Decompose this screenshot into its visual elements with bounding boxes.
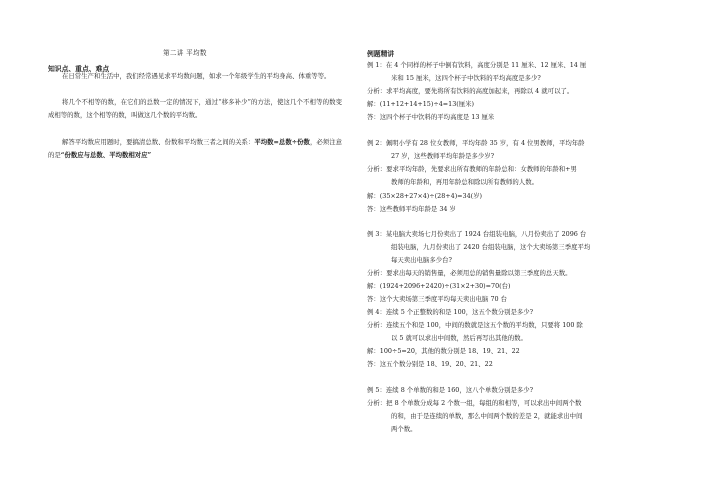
intro-paragraph-2: 将几个不相等的数，在它们的总数一定的情况下，通过“移多补少”的方法，使这几个不相等的数变成相等的数，这个相等的数，叫做这几个数的平均数。 <box>48 98 342 119</box>
ex5-analysis-line3: 两个数。 <box>391 425 417 433</box>
ex2-answer: 答：这些教师平均年龄是 34 岁 <box>367 205 456 213</box>
ex5-question: 例 5：连续 8 个单数的和是 160，这八个单数分别是多少? <box>367 386 534 394</box>
ex5-analysis-line1: 分析：把 8 个单数分成每 2 个数一组，每组的和相等，可以求出中间两个数 <box>367 399 582 407</box>
intro-paragraph-3 <box>48 136 342 161</box>
ex2-analysis-line1: 分析：要求平均年龄，先要求出所有教师的年龄总和：女教师的年龄和+男 <box>367 165 577 173</box>
ex5-analysis-line2: 的和，由于是连续的单数，那么中间两个数的差是 2，就能求出中间 <box>391 412 583 420</box>
ex2-solution: 解：(35×28+27×4)÷(28+4)=34(岁) <box>367 192 483 200</box>
ex1-answer: 答：这四个杯子中饮料的平均高度是 13 厘米 <box>367 113 495 121</box>
examples-heading: 例题精讲 <box>367 50 395 58</box>
key-note: “份数应与总数、平均数相对应” <box>60 150 152 159</box>
ex4-solution: 解：100÷5=20，其他的数分别是 18、19、21、22 <box>367 347 520 355</box>
ex3-question-line1: 例 3：某电脑大卖场七月份卖出了 1924 台组装电脑，八月份卖出了 2096 台 <box>367 230 587 238</box>
lesson-title: 第二讲 平均数 <box>163 49 207 57</box>
ex4-analysis-line2: 以 5 就可以求出中间数，然后再写出其他的数。 <box>391 334 527 342</box>
para3-mid: ，必须注意的是 <box>48 138 343 159</box>
ex3-answer: 答：这个大卖场第三季度平均每天卖出电脑 70 台 <box>367 295 508 303</box>
ex3-question-line3: 每天卖出电脑多少台? <box>391 256 452 264</box>
formula-text: 平均数=总数÷份数 <box>254 138 310 146</box>
ex1-question-line1: 例 1：在 4 个同样的杯子中倒有饮料，高度分别是 11 厘米、12 厘米、14 厘 <box>367 61 587 69</box>
intro-paragraph-1: 在日常生产和生活中，我们经常遇见求平均数问题，如求一个年级学生的平均身高、体重等等。 <box>62 72 331 80</box>
ex3-question-line2: 组装电脑，九月份卖出了 2420 台组装电脑，这个大卖场第三季度平均 <box>391 243 591 251</box>
knowledge-heading: 知识点、重点、难点 <box>48 65 110 73</box>
ex1-question-line2: 米和 15 厘米，这四个杯子中饮料的平均高度是多少? <box>391 74 541 82</box>
ex2-question-line2: 27 岁，这些教师平均年龄是多少岁? <box>391 152 495 160</box>
ex1-solution: 解：(11+12+14+15)÷4=13(厘米) <box>367 100 475 108</box>
ex4-analysis-line1: 分析：连续五个和是 100，中间的数就是这五个数的平均数，只要将 100 除 <box>367 321 583 329</box>
ex4-question: 例 4：连续 5 个正整数的和是 100，这五个数分别是多少? <box>367 308 534 316</box>
ex2-analysis-line2: 教师的年龄和，再用年龄总和除以所有教师的人数。 <box>391 178 538 186</box>
ex1-analysis: 分析：求平均高度，要先将所有饮料的高度加起来，再除以 4 就可以了。 <box>367 87 574 95</box>
ex3-analysis: 分析：要求出每天的销售量，必须用总的销售量除以第三季度的总天数。 <box>367 269 572 277</box>
ex4-answer: 答：这五个数分别是 18、19、20、21、22 <box>367 360 493 368</box>
para3-start: 解答平均数应用题时，要搞清总数、份数和平均数三者之间的关系： <box>62 138 255 146</box>
ex3-solution: 解：(1924+2096+2420)÷(31×2+30)=70(台) <box>367 282 511 290</box>
ex2-question-line1: 例 2：佩明小学有 28 位女教师，平均年龄 35 岁，有 4 位男教师，平均年龄 <box>367 139 585 147</box>
